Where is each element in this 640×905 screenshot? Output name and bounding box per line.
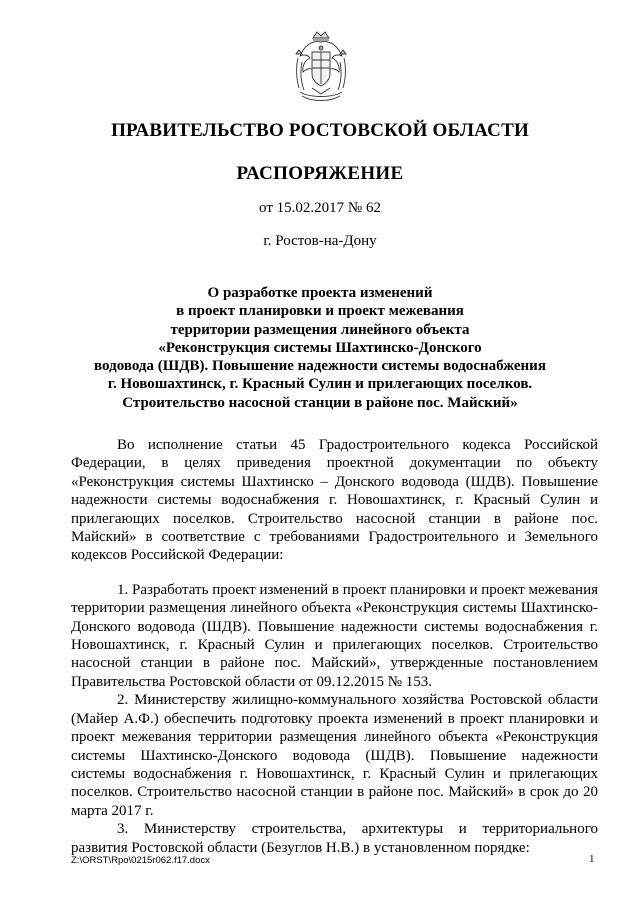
preamble-paragraph: Во исполнение статьи 45 Градостроительного кодекса Российской Федерации, в целях приведения проектной документации по объекту «Реконструкция системы Шахтинско – Донского водовода (ШДВ). Повышение надежности системы водоснабжения г. Новошахтинск, г. Красный Сулин и прилегающих поселков. Строительство насосной станции в районе пос. Майский» в соответствие с требованиями Градостроительного и Земельного кодексов Российской Федерации: — [71, 437, 598, 564]
page-number: 1 — [589, 853, 595, 865]
numbered-item: 1. Разработать проект изменений в проект планировки и проект межевания территории размещения линейного объекта «Реконструкция системы Шахтинско-Донского водовода (ШДВ). Повышение надежности системы водоснабжения г. Новошахтинск, г. Красный Сулин и прилегающих поселков. Строительство насосной станции в районе пос. Майский», утвержденные постановлением Правительства Ростовской области от 09.12.2015 № 153. — [71, 581, 598, 690]
subject-line: «Реконструкция системы Шахтинско-Донского — [158, 339, 482, 356]
numbered-item: 2. Министерству жилищно-коммунального хозяйства Ростовской области (Майер А.Ф.) обеспечить подготовку проекта изменений в проект планировки и проект межевания территории размещения линейного объекта «Реконструкция системы Шахтинско-Донского водовода (ШДВ). Повышение надежности системы водоснабжения г. Новошахтинск, г. Красный Сулин и прилегающих поселков. Строительство насосной станции в районе пос. Майский» в срок до 20 марта 2017 г. — [71, 692, 598, 819]
document-city: г. Ростов-на-Дону — [263, 233, 377, 249]
coat-of-arms-icon — [290, 28, 352, 106]
subject-line: в проект планировки и проект межевания — [176, 303, 464, 320]
document-date-number: от 15.02.2017 № 62 — [259, 200, 381, 216]
document-body — [71, 436, 598, 857]
subject-line: Строительство насосной станции в районе пос. Майский» — [122, 394, 518, 411]
footer-file-path: Z:\ORST\Rpo\0215r062.f17.docx — [71, 855, 210, 866]
document-type: РАСПОРЯЖЕНИЕ — [236, 163, 404, 184]
numbered-item: 3. Министерству строительства, архитектуры и территориального развития Ростовской области (Безуглов Н.В.) в установленном порядке: — [71, 821, 598, 856]
government-title: ПРАВИТЕЛЬСТВО РОСТОВСКОЙ ОБЛАСТИ — [111, 120, 529, 141]
subject-line: г. Новошахтинск, г. Красный Сулин и прилегающих поселков. — [107, 376, 533, 393]
subject-line: территории размещения линейного объекта — [170, 321, 470, 338]
subject-line: водовода (ШДВ). Повышение надежности системы водоснабжения — [94, 358, 546, 375]
subject-line: О разработке проекта изменений — [207, 285, 433, 301]
document-subject — [80, 284, 560, 412]
